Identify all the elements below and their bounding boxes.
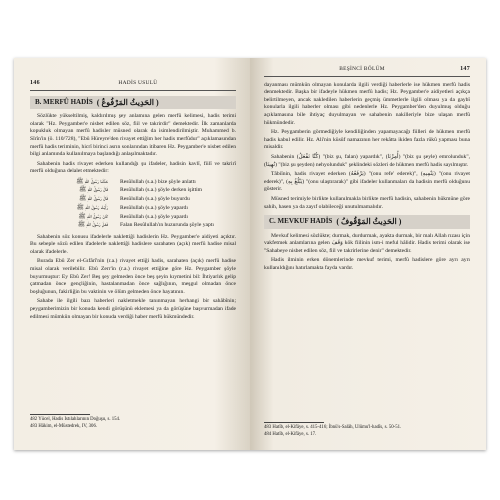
arabic-cell: قَالَ رَسُولُ اللهِ ﷺ <box>79 187 108 194</box>
footnote-rule <box>30 414 90 415</box>
footnote: 483 Hatîb, el-Kifâye, s. 415-416; İbnü's-Salâh, Ulûmu'l-hadîs, s. 50-51. <box>264 425 402 431</box>
table-row <box>30 204 236 213</box>
turkish-cell: Falan Resûlullah'ın huzurunda şöyle yaptı <box>120 222 214 229</box>
section-title: B. MERFÛ HADİS <box>35 97 93 106</box>
paragraph: Tâbiînin, hadis rivayet ederken (يَرْفَعُهُ) "(onu refe' ederek)", (يَنْمِيهِ) "(onu rivayet ederek)", (يَبْلُغُ بِهِ) "(onu ulaştırarak)" gibi ifadeler kullanmaları da hadisin merfû olduğunu gösterir. <box>264 171 471 193</box>
paragraph: dayanması mümkün olmayan konularda ilgili verdiği haberlerle ise hükmen merfû hadis denmektedir. Başka bir ifadeyle hükmen merfû hadis; Hz. Peygamber'e aidiyetleri açıkça belirtilmeyen, ancak nakledilen haberlerin geçmiş ümmetlerle ilgili olması ya da gaybî konularla ilgili haberler olması gibi nedenlerle Hz. Peygamber'den duyulmuş olduğu açıklamasına bile ihtiyaç duyulmayan ve sahabenin nakilleriyle bize ulaşan merfû hükmündedir. <box>264 81 470 126</box>
right-running-head-title: BEŞİNCİ BÖLÜM <box>339 66 385 72</box>
section-title-arabic: ( الحَدِيثُ المَوْقُوفُ ) <box>336 217 402 227</box>
right-running-header <box>264 66 470 77</box>
footnote: 483 Hâkim, el-Müstedrek, IV, 306. <box>30 423 98 429</box>
paragraph: Sahabenin hadis rivayet ederken kullandığı şu ifadeler, hadisin kavlî, fiilî ve takrirî merfû olduğuna delalet etmektedir: <box>30 160 236 175</box>
left-page-number: 146 <box>30 80 40 86</box>
paragraph: Mevkuf kelimesi sözlükte; durmak, durdurmak, ayakta durmak, bir malı Allah rızası için vakfetmek anlamlarına gelen وَقَفَ kök fiilinin ism-i meful hâlidir. Hadis terimi olarak ise "Sahabeye nisbet edilen söz, fiil ve takrirlerine denir" demektedir. <box>264 232 470 254</box>
paragraph: Sahabe ile ilgili bazı haberleri nakletmekle tanınmayan herhangi bir sahâbînin; peygamberimizin bir konuda kendi görüşünü eklemesi ya da görüşüne başvurmadan ifade edilmesi mümkün olmayan bir konuda verdiği haber merfû hükmündedir. <box>30 298 236 320</box>
footnote-rule <box>264 422 324 423</box>
left-running-header <box>30 80 236 91</box>
right-footnotes <box>264 422 470 438</box>
right-page <box>250 58 486 450</box>
turkish-cell: Resûlullah (s.a.) şöyle derken işittim <box>120 187 203 194</box>
arabic-cell: رَأَيْتُ رَسُولَ اللهِ ﷺ <box>76 204 108 211</box>
footnote: 484 Hatîb, el-Kifâye, s. 17. <box>264 431 317 437</box>
turkish-cell: Resûlullah (s.a.) şöyle yapardı <box>120 204 188 211</box>
open-book <box>14 58 486 450</box>
paragraph: Sahabenin (كُنَّا نَفْعَلُ) "(biz şu, falan) yapardık", (أُمِرْنَا) "(biz şu şeyle) emrolunduk", (نُهِينَا) "(biz şu şeyden) nehyolunduk" şeklindeki sözleri de hükmen merfû hadis sayılmıştır. <box>264 153 471 168</box>
right-page-number: 147 <box>460 66 470 72</box>
table-row <box>30 213 236 222</box>
paragraph: Sözlükte yükseltilmiş, kaldırılmış şey anlamına gelen merfû kelimesi, hadis terimi olarak "Hz. Peygamber'e nisbet edilen söz, fiil ve takrirdir" demektedir. İlk zamanlarda kopukluk olmayan merfû hadisler müsned olarak da isimlendirilmiştir. Muhammed b. Sîrîn'in (ö. 110/728), "Ebû Hüreyre'den rivayet ettiğim her hadis merfûdur" açıklamasından merfû hadis teriminin, hicrî birinci asrın sonlarından itibaren Hz. Peygamber'e nisbet edilen bilgi anlamında kullanılmaya başlandığı anlaşılmaktadır. <box>30 113 236 158</box>
paragraph: Hz. Peygamberin görmediğiyle kendiliğinden yapamayacağı fiilleri de hükmen merfû hadis kabul edilir. Hz. Ali'nin küsûf namazının her rekâtta ikiden fazla rükû yapması buna misaldir. <box>264 129 470 151</box>
paragraph: Hadis ilminin erken dönemlerinde mevkuf terimi, merfû hadislere göre ayrı ayrı kullanıldığını hatırlamakta fayda vardır. <box>264 257 470 272</box>
paragraph: Burada Ebû Zer el-Gıfârî'nin (r.a.) rivayet ettiği hadis, sarahaten (açık) merfû hadise misal olarak verilebilir. Ebû Zerr'in (r.a.) rivayet ettiğine göre Hz. Peygamber şöyle buyurmuştur: Ey Ebû Zer! Beş şey gelmeden önce beş şeyin kıymetini bil: İhtiyarlık gelip çatmadan önce gençliğinin, hastalanmadan önce sağlığının, meşgul olmadan önce boşluğunun, fakirliğin bu vaktinin ve ölüm gelmeden önce hayatının. <box>30 258 236 295</box>
arabic-cell: حَدَّثَنَا رَسُولُ اللهِ ﷺ <box>76 178 108 185</box>
arabic-cell: فَعَلَ رَسُولُ اللهِ ﷺ <box>77 222 108 229</box>
paragraph: Müsned terimiyle birlikte kullanılmakla birlikte merfû hadisin, sahabenin hükmüne göre sahih, hasen ya da zayıf olabileceği unutulmamalıdır. <box>264 195 470 210</box>
expression-table <box>30 178 236 231</box>
paragraph: Sahabenin söz konusu ifadelerle naklettiği hadislerin Hz. Peygamber'e aidiyeti açıktır. Bu sebeple sözü edilen ifadelerle naklettiği hadislere sarahaten (açık) merfû hadise misal olarak ifadelerle. <box>30 233 236 255</box>
arabic-cell: كَانَ رَسُولُ اللهِ ﷺ <box>78 213 108 220</box>
table-row <box>30 187 236 196</box>
table-row <box>30 196 236 205</box>
section-heading-mevkuf <box>264 215 470 229</box>
turkish-cell: Resûlullah (s.a.) bize şöyle anlattı <box>120 178 196 185</box>
table-row <box>30 178 236 187</box>
arabic-cell: قَالَ رَسُولُ اللهِ ﷺ <box>79 196 108 203</box>
turkish-cell: Resûlullah (s.a.) şöyle yapardı <box>120 213 188 220</box>
turkish-cell: Resûlullah (s.a.) şöyle buyurdu <box>120 196 190 203</box>
table-row <box>30 222 236 231</box>
footnote: 482 Yücel, Hadis Istılahlarının Doğuşu, s. 154. <box>30 417 121 423</box>
section-title-arabic: ( الحَدِيثُ المَرْفُوعُ ) <box>96 97 159 107</box>
left-page <box>14 58 250 450</box>
section-heading-merfu <box>30 96 236 110</box>
left-footnotes <box>30 414 236 430</box>
section-title: C. MEVKUF HADİS <box>269 217 333 226</box>
left-running-head-title: HADİS USULÜ <box>118 80 158 86</box>
